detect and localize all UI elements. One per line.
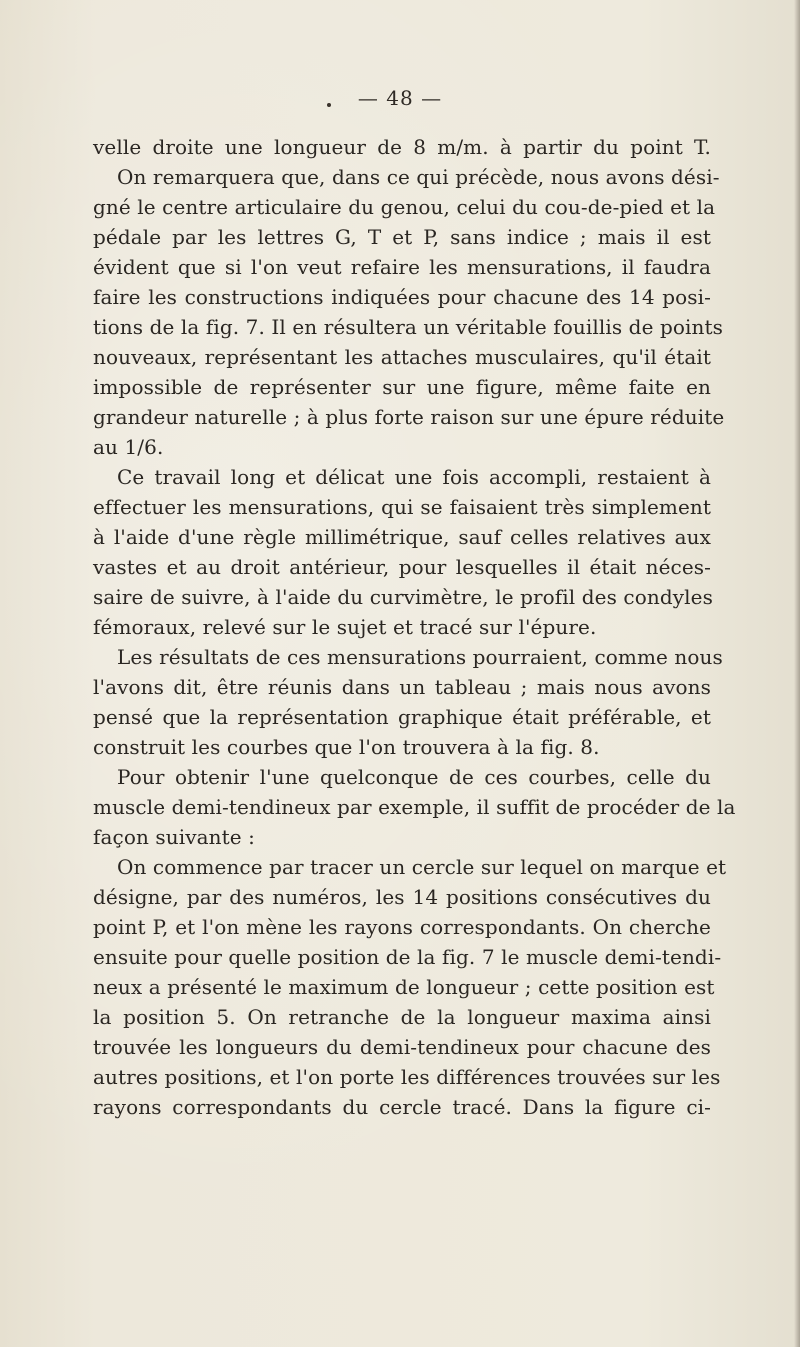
text-line: trouvée les longueurs du demi-tendineux pour chacune des <box>93 1035 711 1059</box>
text-line: à l'aide d'une règle millimétrique, sauf celles relatives aux <box>93 525 711 549</box>
text-line: la position 5. On retranche de la longueur maxima ainsi <box>93 1005 711 1029</box>
page-number: — 48 — <box>357 86 443 110</box>
text-line: tions de la fig. 7. Il en résultera un véritable fouillis de points <box>93 315 724 339</box>
text-line: On remarquera que, dans ce qui précède, nous avons dési- <box>117 165 720 189</box>
text-line: effectuer les mensurations, qui se faisaient très simplement <box>93 495 711 519</box>
page-edge-shadow <box>794 0 800 1347</box>
text-line: rayons correspondants du cercle tracé. Dans la figure ci- <box>93 1095 711 1119</box>
text-line: grandeur naturelle ; à plus forte raison sur une épure réduite <box>93 405 725 429</box>
text-line: autres positions, et l'on porte les différences trouvées sur les <box>93 1065 721 1089</box>
text-line: évident que si l'on veut refaire les mensurations, il faudra <box>93 255 711 279</box>
text-line: façon suivante : <box>93 825 256 849</box>
text-line: nouveaux, représentant les attaches musculaires, qu'il était <box>93 345 711 369</box>
text-line: faire les constructions indiquées pour chacune des 14 posi- <box>93 285 711 309</box>
text-line: désigne, par des numéros, les 14 positions consécutives du <box>93 885 711 909</box>
text-line: Les résultats de ces mensurations pourraient, comme nous <box>117 645 723 669</box>
text-line: saire de suivre, à l'aide du curvimètre, le profil des condyles <box>93 585 713 609</box>
text-line: impossible de représenter sur une figure, même faite en <box>93 375 711 399</box>
text-line: muscle demi-tendineux par exemple, il suffit de procéder de la <box>93 795 736 819</box>
text-line: au 1/6. <box>93 435 164 459</box>
text-line: fémoraux, relevé sur le sujet et tracé sur l'épure. <box>93 615 597 639</box>
text-line: point P, et l'on mène les rayons correspondants. On cherche <box>93 915 711 939</box>
text-line: velle droite une longueur de 8 m/m. à partir du point T. <box>93 135 711 159</box>
text-line: Ce travail long et délicat une fois accompli, restaient à <box>117 465 711 489</box>
text-line: pédale par les lettres G, T et P, sans indice ; mais il est <box>93 225 711 249</box>
body-text <box>93 132 736 1122</box>
text-line: neux a présenté le maximum de longueur ; cette position est <box>93 975 715 999</box>
text-line: On commence par tracer un cercle sur lequel on marque et <box>117 855 727 879</box>
text-line: l'avons dit, être réunis dans un tableau ; mais nous avons <box>93 675 711 699</box>
text-line: Pour obtenir l'une quelconque de ces courbes, celle du <box>117 765 711 789</box>
text-line: vastes et au droit antérieur, pour lesquelles il était néces- <box>93 555 711 579</box>
text-line: construit les courbes que l'on trouvera à la fig. 8. <box>93 735 600 759</box>
text-line: gné le centre articulaire du genou, celui du cou-de-pied et la <box>93 195 716 219</box>
text-line: pensé que la représentation graphique était préférable, et <box>93 705 711 729</box>
text-line: ensuite pour quelle position de la fig. 7 le muscle demi-tendi- <box>93 945 722 969</box>
